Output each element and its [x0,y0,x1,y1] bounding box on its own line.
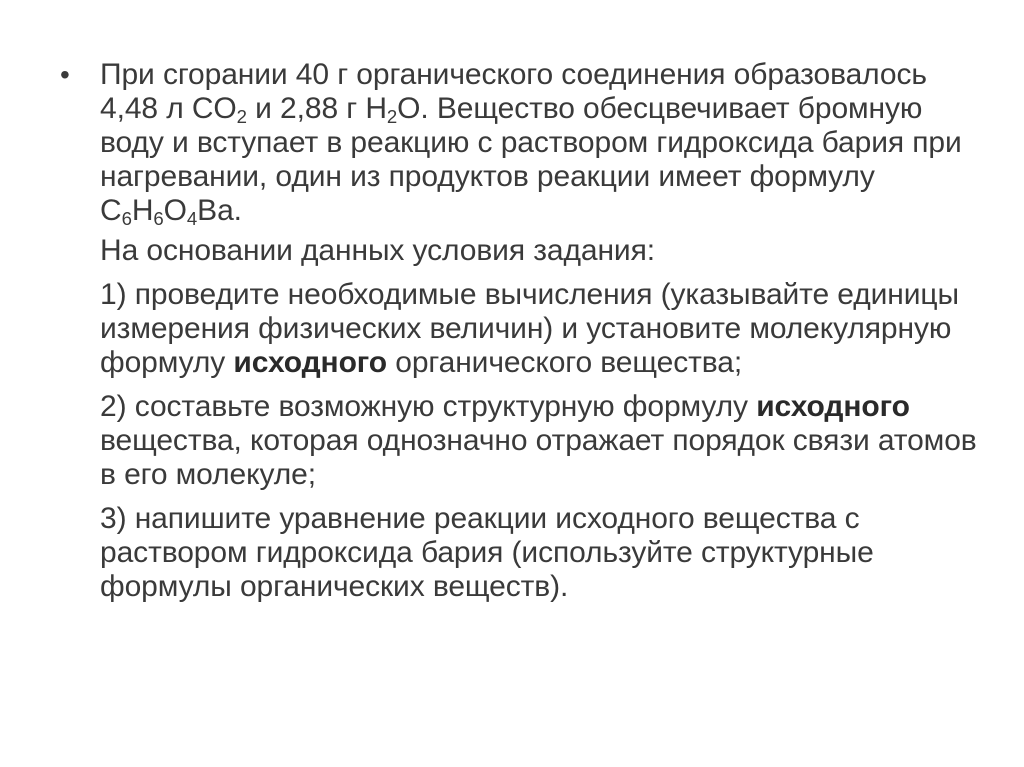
intro-text-5: O [163,194,187,227]
step-1-emphasis: исходного [233,346,388,379]
step-1-paragraph [100,278,990,380]
intro-text-3: O. Вещество обесцвечивает бромную воду и вступает в реакцию с раствором гидроксида бария при нагревании, один из продуктов реакции имеет формулу C [100,92,962,227]
intro-text-1: При сгорании 40 г органического соединения образовалось 4,48 л CO [100,58,927,125]
intro-sub-1: 2 [236,106,247,128]
intro-sub-4: 6 [153,208,164,230]
intro-sub-5: 4 [186,208,198,230]
basis-paragraph: На основании данных условия задания: [100,234,655,267]
step-2-text-a: 2) составьте возможную структурную формулу [100,390,757,423]
task-intro-paragraph [100,58,990,228]
intro-sub-3: 6 [121,208,132,230]
step-3-paragraph: 3) напишите уравнение реакции исходного вещества с раствором гидроксида бария (используйте структурные формулы органических веществ). [100,502,874,603]
step-1-text-b: органического вещества; [387,346,743,379]
intro-text-4: H [131,194,154,227]
step-2-emphasis: исходного [756,390,910,423]
step-1-text-a: 1) проведите необходимые вычисления (указывайте единицы измерения физических величин) и установите молекулярную формулу [100,278,959,379]
intro-sub-2: 2 [386,106,398,128]
bullet-icon: • [60,59,70,90]
task-text [60,58,990,614]
step-2-text-b: вещества, которая однозначно отражает порядок связи атомов в его молекуле; [100,424,977,491]
step-2-paragraph [100,390,990,492]
intro-text-2: и 2,88 г H [246,92,387,125]
intro-text-6: Ba. [197,194,242,227]
